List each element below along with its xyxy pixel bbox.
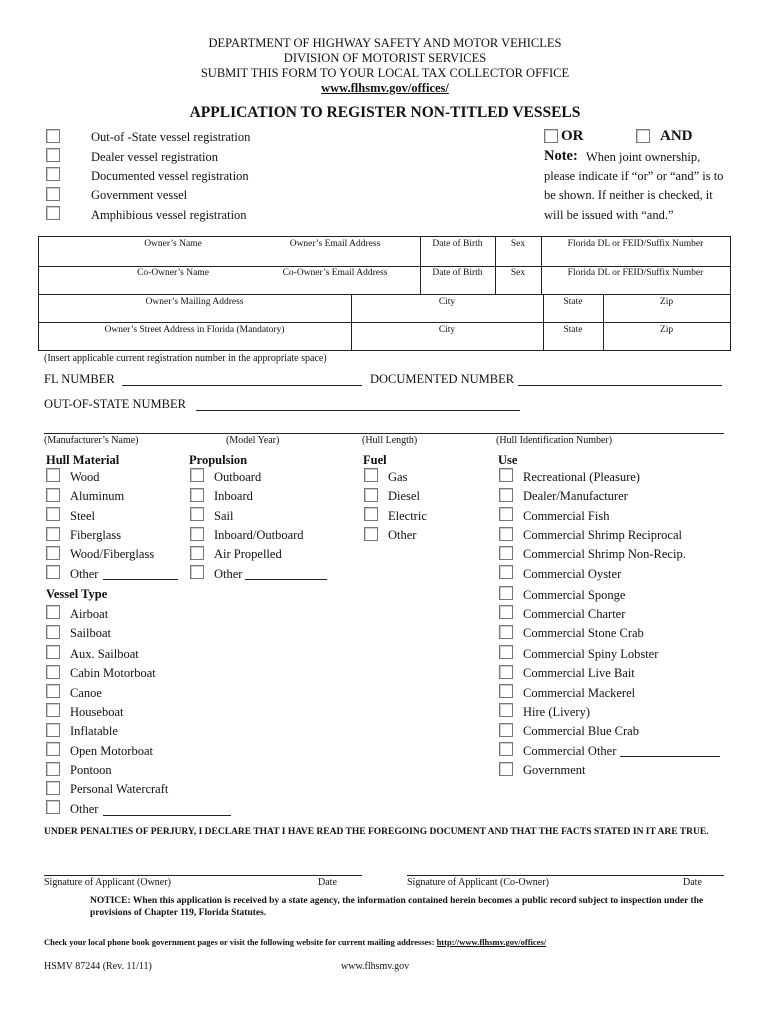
footer-offices-link[interactable]: http://www.flhsmv.gov/offices/ (436, 937, 547, 947)
use-option-label: Commercial Shrimp Reciprocal (523, 528, 682, 542)
footer-instruction-text: Check your local phone book government pages or visit the following website for current mailing addresses: (44, 937, 435, 947)
checkbox-vessel-type[interactable] (46, 800, 60, 814)
street-address-field[interactable]: Owner’s Street Address in Florida (Mandatory) (104, 325, 285, 335)
department-heading: DEPARTMENT OF HIGHWAY SAFETY AND MOTOR VEHICLES (208, 36, 562, 50)
propulsion-option-label: Outboard (214, 470, 262, 484)
hull-length-label: (Hull Length) (362, 435, 418, 446)
checkbox-hull-aluminum[interactable] (46, 488, 60, 502)
checkbox-and[interactable] (636, 129, 650, 143)
division-heading: DIVISION OF MOTORIST SERVICES (283, 51, 487, 65)
registration-type-label: Amphibious vessel registration (91, 208, 247, 222)
mailing-state-field[interactable]: State (563, 297, 583, 307)
use-option-label: Commercial Shrimp Non-Recip. (523, 547, 686, 561)
model-year-label: (Model Year) (226, 435, 280, 446)
hull-option-label: Wood/Fiberglass (70, 547, 155, 561)
vessel-type-label: Cabin Motorboat (70, 666, 156, 680)
fl-number-label: FL NUMBER (44, 372, 115, 386)
checkbox-government[interactable] (46, 187, 60, 201)
owner-dl-field[interactable]: Florida DL or FEID/Suffix Number (567, 239, 704, 249)
checkbox-fuel-electric[interactable] (364, 507, 378, 521)
use-option-label: Commercial Mackerel (523, 686, 636, 700)
use-option-label: Commercial Charter (523, 607, 626, 621)
checkbox-fuel-diesel[interactable] (364, 488, 378, 502)
fuel-option-label: Gas (388, 470, 408, 484)
checkbox-prop-sail[interactable] (190, 507, 204, 521)
vessel-type-label: Sailboat (70, 626, 111, 640)
use-option-label: Commercial Other (523, 744, 617, 758)
checkbox-amphibious[interactable] (46, 206, 60, 220)
checkbox-prop-inboard[interactable] (190, 488, 204, 502)
out-of-state-number-label: OUT-OF-STATE NUMBER (44, 397, 186, 411)
checkbox-vessel-type[interactable] (46, 605, 60, 619)
hull-option-label: Steel (70, 509, 95, 523)
hull-option-label: Aluminum (70, 489, 125, 503)
owner-signature-label: Signature of Applicant (Owner) (44, 877, 171, 888)
checkbox-use[interactable] (499, 546, 513, 560)
checkbox-use[interactable] (499, 527, 513, 541)
owner-sex-field[interactable]: Sex (510, 239, 526, 249)
checkbox-vessel-type[interactable] (46, 665, 60, 679)
checkbox-use[interactable] (499, 762, 513, 776)
vessel-info-line[interactable] (44, 433, 724, 434)
checkbox-prop-air[interactable] (190, 546, 204, 560)
form-title: APPLICATION TO REGISTER NON-TITLED VESSELS (189, 104, 581, 121)
vessel-type-label: Other (70, 802, 99, 816)
checkbox-use[interactable] (499, 605, 513, 619)
checkbox-prop-outboard[interactable] (190, 468, 204, 482)
propulsion-option-label: Air Propelled (214, 547, 282, 561)
propulsion-option-label: Inboard/Outboard (214, 528, 304, 542)
vessel-type-label: Inflatable (70, 724, 118, 738)
checkbox-use[interactable] (499, 742, 513, 756)
form-number: HSMV 87244 (Rev. 11/11) (44, 961, 152, 972)
checkbox-use[interactable] (499, 488, 513, 502)
hin-label: (Hull Identification Number) (496, 435, 613, 446)
use-option-label: Commercial Live Bait (523, 666, 635, 680)
checkbox-dealer[interactable] (46, 148, 60, 162)
offices-link[interactable]: www.flhsmv.gov/offices/ (321, 81, 449, 95)
street-state-field[interactable]: State (563, 325, 583, 335)
propulsion-option-label: Sail (214, 509, 234, 523)
coowner-email-field[interactable]: Co-Owner’s Email Address (282, 268, 388, 278)
use-heading: Use (498, 453, 518, 467)
checkbox-use[interactable] (499, 703, 513, 717)
vessel-type-label: Canoe (70, 686, 102, 700)
hull-material-heading: Hull Material (46, 453, 120, 467)
checkbox-prop-other[interactable] (190, 565, 204, 579)
use-option-label: Government (523, 763, 586, 777)
fuel-heading: Fuel (363, 453, 387, 467)
footer-instruction (44, 937, 546, 947)
checkbox-documented[interactable] (46, 167, 60, 181)
use-option-label: Commercial Stone Crab (523, 626, 644, 640)
fuel-option-label: Other (388, 528, 417, 542)
submit-instruction: SUBMIT THIS FORM TO YOUR LOCAL TAX COLLECTOR OFFICE (200, 66, 570, 80)
checkbox-prop-inboard-outboard[interactable] (190, 527, 204, 541)
note-text: will be issued with “and.” (544, 208, 674, 222)
public-record-notice: NOTICE: When this application is received by a state agency, the information contained herein becomes a public record subject to inspection under the provisions of Chapter 119, Florida Statutes. (90, 896, 704, 918)
documented-number-input[interactable] (518, 372, 722, 386)
vessel-type-label: Aux. Sailboat (70, 647, 139, 661)
vessel-type-heading: Vessel Type (46, 587, 108, 601)
checkbox-use[interactable] (499, 723, 513, 737)
use-option-label: Dealer/Manufacturer (523, 489, 628, 503)
checkbox-hull-fiberglass[interactable] (46, 527, 60, 541)
checkbox-use[interactable] (499, 507, 513, 521)
use-option-label: Commercial Sponge (523, 588, 626, 602)
vessel-type-label: Personal Watercraft (70, 782, 169, 796)
use-other-input[interactable] (620, 743, 720, 757)
coowner-signature-label: Signature of Applicant (Co-Owner) (407, 877, 549, 888)
out-of-state-number-input[interactable] (196, 397, 520, 411)
checkbox-out-of-state[interactable] (46, 129, 60, 143)
note-text: please indicate if “or” or “and” is to (544, 169, 724, 183)
note-text: When joint ownership, (586, 150, 701, 164)
checkbox-use[interactable] (499, 684, 513, 698)
fuel-option-label: Electric (388, 509, 427, 523)
checkbox-fuel-other[interactable] (364, 527, 378, 541)
checkbox-or[interactable] (544, 129, 558, 143)
owner-email-field[interactable]: Owner’s Email Address (289, 239, 381, 249)
checkbox-vessel-type[interactable] (46, 684, 60, 698)
checkbox-vessel-type[interactable] (46, 781, 60, 795)
note-label: Note: (544, 148, 578, 164)
street-city-field[interactable]: City (438, 325, 456, 335)
checkbox-use[interactable] (499, 565, 513, 579)
propulsion-heading: Propulsion (189, 453, 248, 467)
checkbox-hull-wood[interactable] (46, 468, 60, 482)
owner-date-label: Date (318, 877, 337, 888)
checkbox-use[interactable] (499, 468, 513, 482)
use-option-label: Commercial Fish (523, 509, 610, 523)
owner-dob-field[interactable]: Date of Birth (432, 239, 483, 249)
checkbox-vessel-type[interactable] (46, 762, 60, 776)
coowner-date-label: Date (683, 877, 702, 888)
registration-type-label: Documented vessel registration (91, 169, 249, 183)
propulsion-other-input[interactable] (245, 566, 327, 580)
or-label: OR (561, 128, 584, 144)
footer-website: www.flhsmv.gov (341, 961, 410, 972)
vessel-type-label: Airboat (70, 607, 109, 621)
checkbox-hull-other[interactable] (46, 565, 60, 579)
checkbox-fuel-gas[interactable] (364, 468, 378, 482)
checkbox-use[interactable] (499, 625, 513, 639)
vessel-type-other-input[interactable] (103, 802, 231, 816)
checkbox-vessel-type[interactable] (46, 703, 60, 717)
number-instruction: (Insert applicable current registration number in the appropriate space) (44, 353, 327, 364)
perjury-declaration: UNDER PENALTIES OF PERJURY, I DECLARE THAT I HAVE READ THE FOREGOING DOCUMENT AND THAT THE FACTS STATED IN IT ARE TRUE. (44, 827, 709, 837)
registration-type-label: Dealer vessel registration (91, 150, 219, 164)
manufacturer-label: (Manufacturer’s Name) (44, 435, 139, 446)
note-text: be shown. If neither is checked, it (544, 188, 713, 202)
checkbox-use[interactable] (499, 665, 513, 679)
propulsion-option-label: Other (214, 567, 243, 581)
checkbox-vessel-type[interactable] (46, 742, 60, 756)
vessel-type-label: Houseboat (70, 705, 124, 719)
vessel-type-label: Pontoon (70, 763, 112, 777)
hull-option-label: Wood (70, 470, 100, 484)
hull-other-input[interactable] (103, 566, 178, 580)
registration-type-label: Out-of -State vessel registration (91, 130, 251, 144)
checkbox-hull-wood-fiberglass[interactable] (46, 546, 60, 560)
owner-signature-line[interactable] (44, 875, 362, 876)
coowner-signature-line[interactable] (407, 875, 724, 876)
owner-name-field[interactable]: Owner’s Name (144, 239, 202, 249)
fuel-option-label: Diesel (388, 489, 420, 503)
vessel-type-label: Open Motorboat (70, 744, 153, 758)
checkbox-use[interactable] (499, 586, 513, 600)
use-option-label: Commercial Blue Crab (523, 724, 639, 738)
mailing-address-field[interactable]: Owner’s Mailing Address (145, 297, 244, 307)
street-zip-field[interactable]: Zip (659, 325, 674, 335)
hull-option-label: Other (70, 567, 99, 581)
checkbox-hull-steel[interactable] (46, 507, 60, 521)
documented-number-label: DOCUMENTED NUMBER (370, 372, 515, 386)
mailing-city-field[interactable]: City (438, 297, 456, 307)
use-option-label: Recreational (Pleasure) (523, 470, 640, 484)
checkbox-vessel-type[interactable] (46, 723, 60, 737)
fl-number-input[interactable] (122, 372, 362, 386)
use-option-label: Hire (Livery) (523, 705, 590, 719)
coowner-name-field[interactable]: Co-Owner’s Name (137, 268, 209, 278)
use-option-label: Commercial Oyster (523, 567, 622, 581)
propulsion-option-label: Inboard (214, 489, 253, 503)
checkbox-vessel-type[interactable] (46, 645, 60, 659)
coowner-dl-field[interactable]: Florida DL or FEID/Suffix Number (567, 268, 704, 278)
hull-option-label: Fiberglass (70, 528, 122, 542)
coowner-sex-field[interactable]: Sex (510, 268, 526, 278)
coowner-dob-field[interactable]: Date of Birth (432, 268, 483, 278)
checkbox-use[interactable] (499, 645, 513, 659)
checkbox-vessel-type[interactable] (46, 625, 60, 639)
registration-type-label: Government vessel (91, 188, 188, 202)
and-label: AND (660, 128, 693, 144)
mailing-zip-field[interactable]: Zip (659, 297, 674, 307)
use-option-label: Commercial Spiny Lobster (523, 647, 659, 661)
